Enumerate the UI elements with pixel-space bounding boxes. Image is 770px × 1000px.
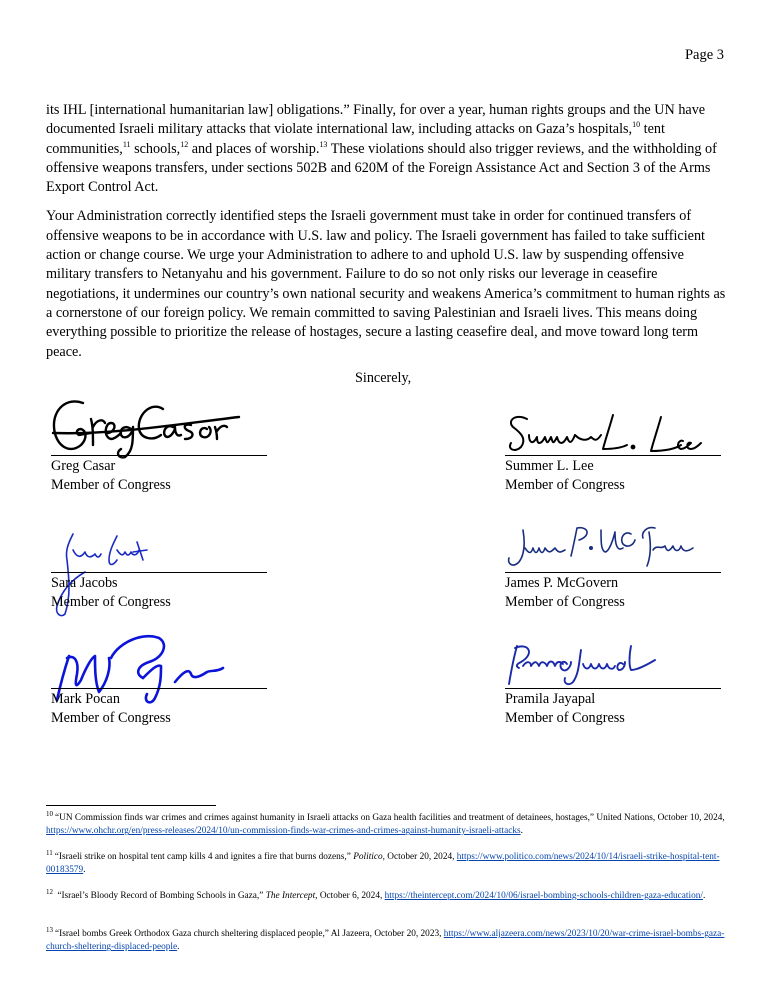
signature-line — [51, 688, 267, 689]
signature-line — [505, 455, 721, 456]
footnote-13: $^{13}$ “Israel bombs Greek Orthodox Gaza church sheltering displaced people,” Al Jazeera, October 20, 2023, https://www.aljazeera.com/news/2023/10/20/war-crime-israel-bombs-gaza-church-sheltering-displaced-people. — [46, 926, 725, 953]
paragraph-1: its IHL [international humanitarian law] obligations.” Finally, for over a year, human rights groups and the UN have documented Israeli military attacks that violate international law, including attacks on Gaza’s hospitals,$^{10}$ tent communities,$^{11}$ schools,$^{12}$ and places of worship.$^{13}$ These violations should also trigger reviews, and the withholding of offensive weapons transfers, under sections 502B and 620M of the Foreign Assistance Act and Section 3 of the Arms Export Control Act. — [46, 102, 717, 196]
signer-title: Member of Congress — [51, 477, 171, 493]
paragraph-2: Your Administration correctly identified steps the Israeli government must take in order for continued transfers of offensive weapons to be in accordance with U.S. law and policy. The Israeli government has failed to take sufficient action or change course. We urge your Administration to adhere to and uphold U.S. law by suspending offensive military transfers to Netanyahu and his government. Failure to do so not only risks our leverage in ceasefire negotiations, it undermines our country’s own national security and weakens America’s commitment to human rights as a cornerstone of our foreign policy. We remain committed to saving Palestinian and Israeli lives. This means doing everything possible to prioritize the release of hostages, secure a lasting ceasefire deal, and move toward long term peace. — [46, 208, 726, 360]
closing: Sincerely, — [355, 370, 412, 386]
page-number: Page 3 — [684, 47, 724, 63]
signature-line — [505, 572, 721, 573]
footnote-ref-12[interactable]: 12 — [180, 139, 189, 149]
footnote-12: $^{12}$ “Israel’s Bloody Record of Bombing Schools in Gaza,” The Intercept, October 6, 2024, https://theintercept.com/2024/10/06/israel-bombing-schools-children-gaza-education/. — [46, 888, 706, 901]
footnote-13-link[interactable]: https://www.aljazeera.com/news/2023/10/20/war-crime-israel-bombs-gaza-church-sheltering-displaced-people — [46, 929, 725, 953]
footnote-11: $^{11}$ “Israeli strike on hospital tent camp kills 4 and ignites a fire that burns dozens,” Politico, October 20, 2024, https://www.politico.com/news/2024/10/14/israeli-strike-hospital-tent-00183579. — [46, 849, 720, 876]
footnote-10-link[interactable]: https://www.ohchr.org/en/press-releases/2024/10/un-commission-finds-war-crimes-and-crimes-against-humanity-israeli-attacks — [46, 826, 521, 837]
signature-line — [51, 572, 267, 573]
signature-line — [505, 688, 721, 689]
footnote-10: $^{10}$ “UN Commission finds war crimes and crimes against humanity in Israeli attacks on Gaza health facilities and treatment of detainees, hostages,” United Nations, October 10, 2024, https://www.ohchr.org/en/press-releases/2024/10/un-commission-finds-war-crimes-and-crimes-against-humanity-israeli-attacks. — [46, 810, 725, 837]
signer-name: Mark Pocan — [51, 691, 120, 707]
signer-name: Summer L. Lee — [505, 458, 594, 474]
signer-name: Greg Casar — [51, 458, 116, 474]
letter-body — [46, 101, 726, 372]
signer-title: Member of Congress — [51, 710, 171, 726]
signer-name: Sara Jacobs — [51, 575, 118, 591]
signer-title: Member of Congress — [51, 594, 171, 610]
signer-title: Member of Congress — [505, 594, 625, 610]
signer-name: Pramila Jayapal — [505, 691, 596, 707]
signer-title: Member of Congress — [505, 710, 625, 726]
signature-line — [51, 455, 267, 456]
footnote-ref-13[interactable]: 13 — [319, 139, 328, 149]
signature-casar — [51, 393, 251, 461]
signer-name: James P. McGovern — [505, 575, 619, 591]
footnote-ref-10[interactable]: 10 — [632, 120, 641, 130]
signature-jayapal — [505, 640, 665, 690]
signature-lee — [505, 411, 705, 459]
signature-mcgovern — [505, 524, 705, 574]
footnote-11-link[interactable]: https://www.politico.com/news/2024/10/14/israeli-strike-hospital-tent-00183579 — [46, 852, 720, 876]
signer-title: Member of Congress — [505, 477, 625, 493]
footnote-ref-11[interactable]: 11 — [122, 139, 131, 149]
footnote-12-link[interactable]: https://theintercept.com/2024/10/06/israel-bombing-schools-children-gaza-education/ — [384, 891, 703, 901]
footnote-separator — [46, 805, 216, 806]
